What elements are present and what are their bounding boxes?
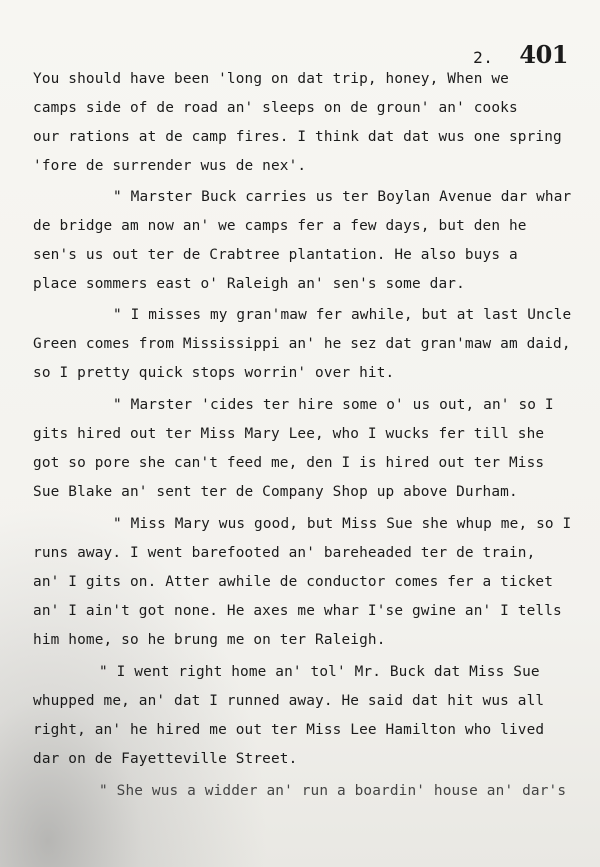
text-line: Sue Blake an' sent ter de Company Shop up above Durham. — [33, 484, 518, 500]
text-line: whupped me, an' dat I runned away. He said dat hit wus all — [33, 693, 545, 709]
text-line: right, an' he hired me out ter Miss Lee Hamilton who lived — [33, 722, 545, 738]
text-line: him home, so he brung me on ter Raleigh. — [33, 632, 386, 648]
text-line: You should have been 'long on dat trip, honey, When we — [33, 71, 509, 87]
text-line: " Marster 'cides ter hire some o' us out, an' so I — [113, 397, 554, 413]
page-header — [473, 40, 568, 69]
text-line: camps side of de road an' sleeps on de groun' an' cooks — [33, 100, 518, 116]
text-line: " I misses my gran'maw fer awhile, but at last Uncle — [113, 307, 572, 323]
text-line: 'fore de surrender wus de nex'. — [33, 158, 307, 174]
text-line: Green comes from Mississippi an' he sez dat gran'maw am daid, — [33, 336, 571, 352]
text-line: " I went right home an' tol' Mr. Buck dat Miss Sue — [99, 664, 540, 680]
text-line: our rations at de camp fires. I think dat dat wus one spring — [33, 129, 562, 145]
text-line: runs away. I went barefooted an' bareheaded ter de train, — [33, 545, 536, 561]
text-line: " She wus a widder an' run a boardin' house an' dar's — [99, 783, 567, 799]
text-line: " Miss Mary wus good, but Miss Sue she whup me, so I — [113, 516, 572, 532]
text-line: an' I gits on. Atter awhile de conductor comes fer a ticket — [33, 574, 554, 590]
text-line: " Marster Buck carries us ter Boylan Avenue dar whar — [113, 189, 572, 205]
text-line: place sommers east o' Raleigh an' sen's some dar. — [33, 276, 465, 292]
page-number: 2. — [473, 48, 494, 67]
text-line: so I pretty quick stops worrin' over hit. — [33, 365, 395, 381]
text-line: an' I ain't got none. He axes me whar I'se gwine an' I tells — [33, 603, 562, 619]
text-line: got so pore she can't feed me, den I is hired out ter Miss — [33, 455, 545, 471]
text-line: gits hired out ter Miss Mary Lee, who I wucks fer till she — [33, 426, 545, 442]
text-line: de bridge am now an' we camps fer a few days, but den he — [33, 218, 527, 234]
stamped-page-number: 401 — [519, 40, 568, 69]
text-line: dar on de Fayetteville Street. — [33, 751, 298, 767]
text-line: sen's us out ter de Crabtree plantation. He also buys a — [33, 247, 518, 263]
